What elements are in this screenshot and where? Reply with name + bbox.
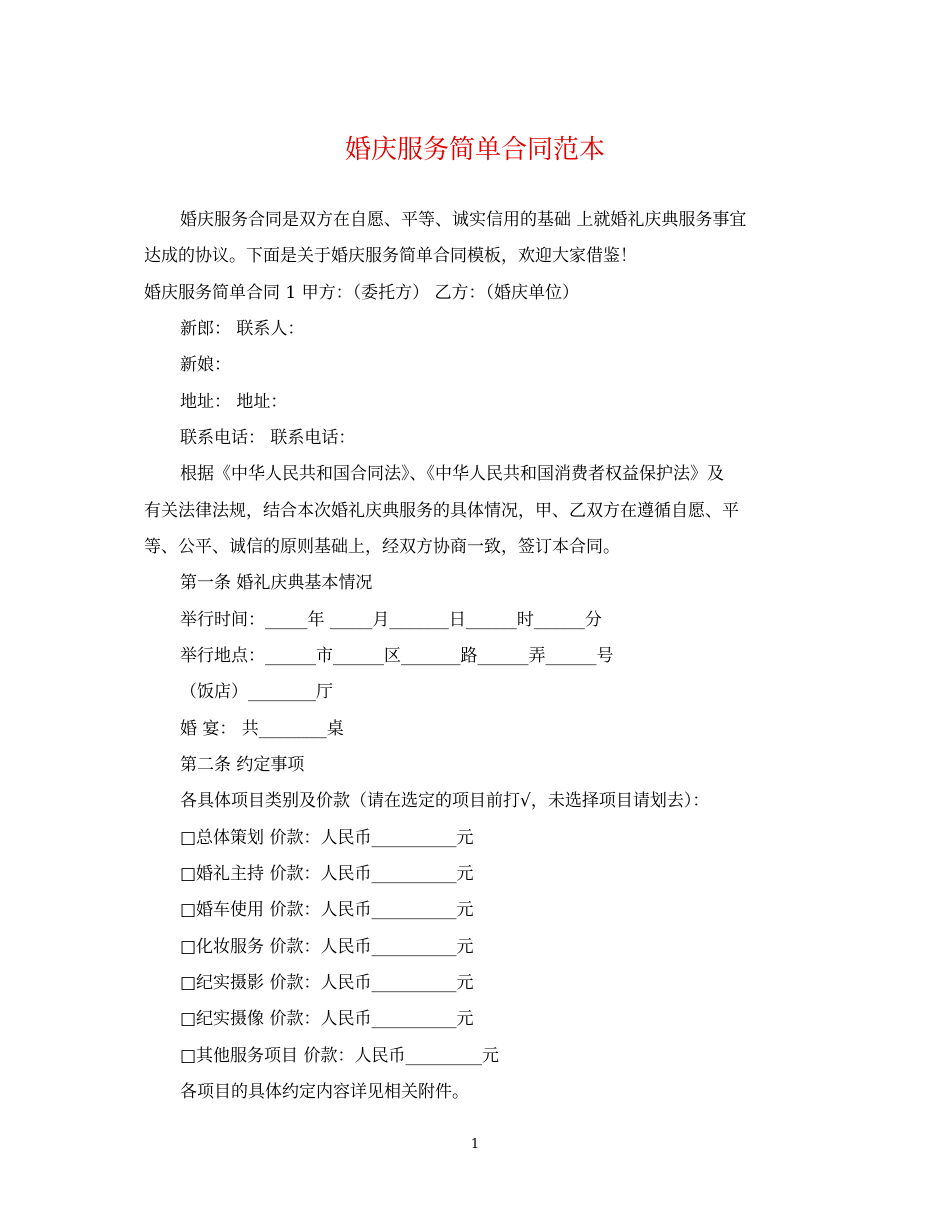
attachment-note: 各项目的具体约定内容详见相关附件。 [180,1082,469,1102]
basis-line-2: 有关法律法规，结合本次婚礼庆典服务的具体情况，甲、乙双方在遵循自愿、平 [144,501,739,521]
banquet-line: 婚 宴： 共________桌 [180,719,344,739]
service-item-host: □婚礼主持 价款：人民币__________元 [180,864,474,884]
service-item-videography: □纪实摄像 价款：人民币__________元 [180,1009,474,1029]
service-item-makeup: □化妆服务 价款：人民币__________元 [180,937,474,957]
article2-heading: 第二条 约定事项 [180,755,305,775]
service-item-wedding-car: □婚车使用 价款：人民币__________元 [180,900,474,920]
service-item-planning: □总体策划 价款：人民币__________元 [180,828,474,848]
service-item-photography: □纪实摄影 价款：人民币__________元 [180,973,474,993]
address-line: 地址： 地址： [180,392,288,412]
document-title: 婚庆服务简单合同范本 [344,135,605,165]
groom-line: 新郎： 联系人： [180,319,305,339]
article2-instruction: 各具体项目类别及价款（请在选定的项目前打√，未选择项目请划去）： [180,791,710,811]
basis-line-3: 等、公平、诚信的原则基础上，经双方协商一致，签订本合同。 [144,537,620,557]
phone-line: 联系电话： 联系电话： [180,428,356,448]
ceremony-time-line: 举行时间：_____年 _____月_______日______时______分 [180,610,602,630]
basis-line-1: 根据《中华人民共和国合同法》、《中华人民共和国消费者权益保护法》及 [180,464,724,484]
hotel-hall-line: （饭店）________厅 [180,682,333,702]
intro-line-2: 达成的协议。下面是关于婚庆服务简单合同模板，欢迎大家借鉴！ [144,246,637,266]
ceremony-place-line: 举行地点：______市______区_______路______弄______号 [180,646,614,666]
page-number: 1 [470,1137,480,1152]
bride-line: 新娘： [180,355,231,375]
intro-line-1: 婚庆服务合同是双方在自愿、平等、诚实信用的基础 上就婚礼庆典服务事宜 [180,210,747,230]
article1-heading: 第一条 婚礼庆典基本情况 [180,573,373,593]
service-item-other: □其他服务项目 价款：人民币_________元 [180,1046,499,1066]
contract-heading-line: 婚庆服务简单合同 1 甲方：（委托方） 乙方：（婚庆单位） [144,283,580,303]
